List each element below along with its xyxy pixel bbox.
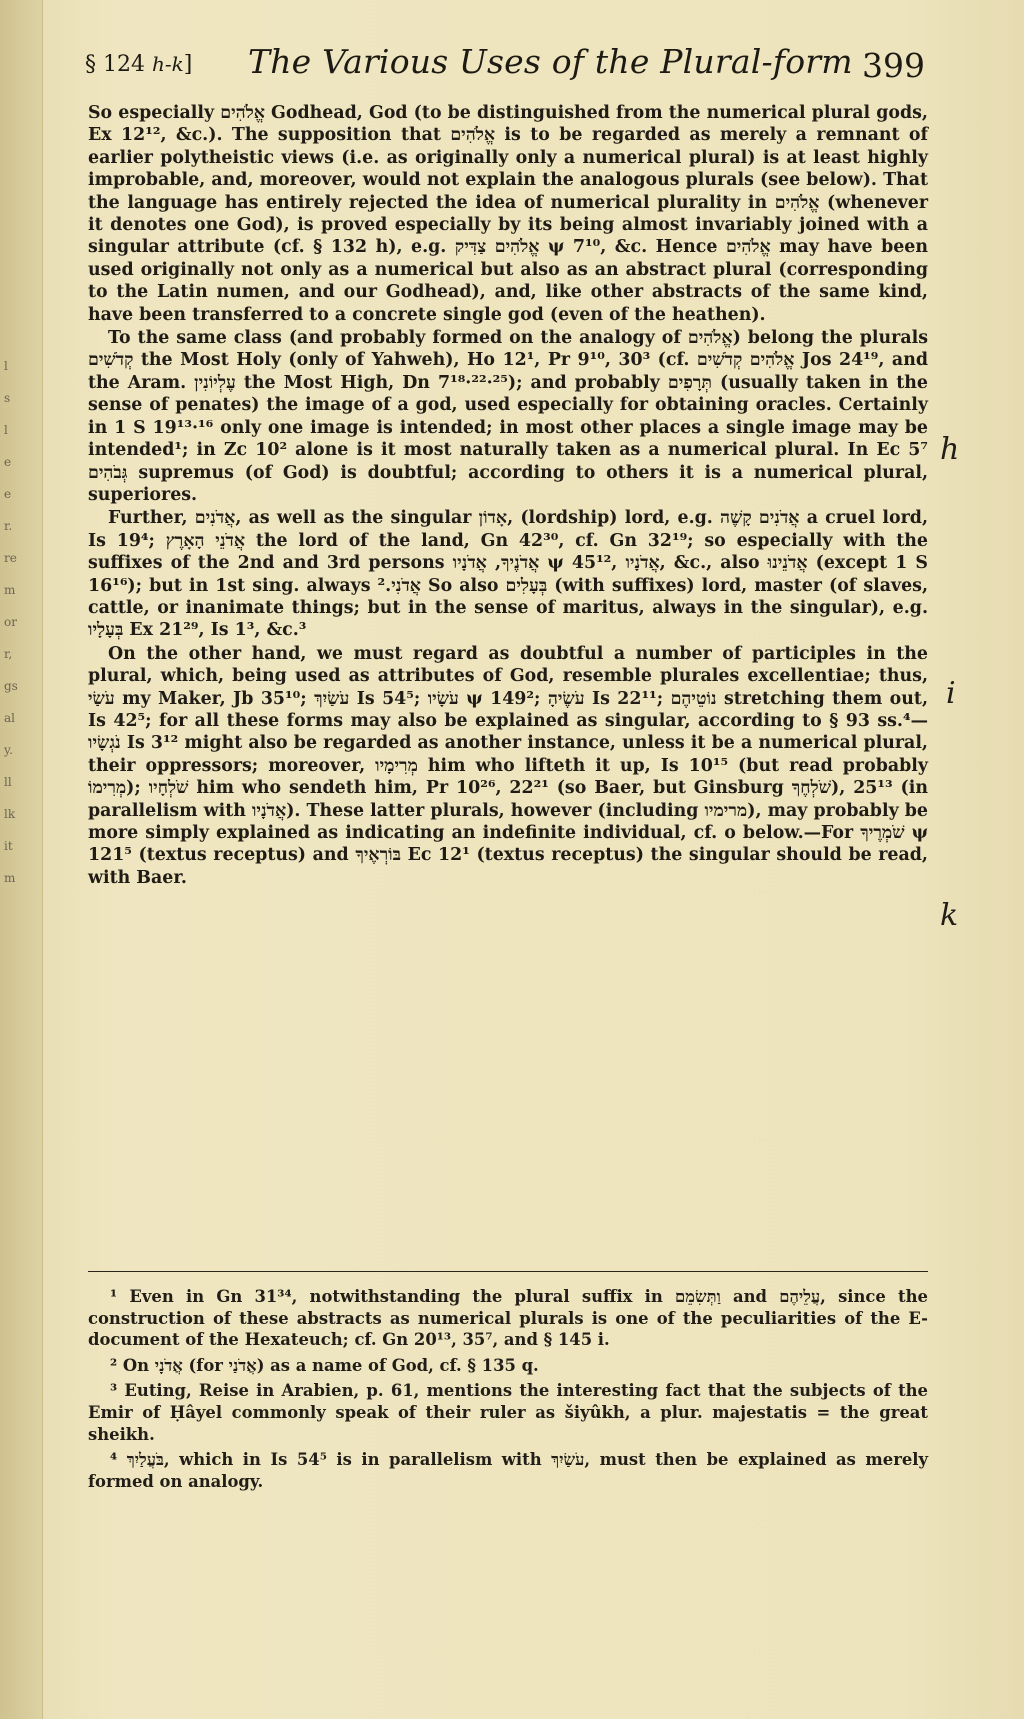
gutter-mark: gs [4, 679, 18, 693]
footnote-3: ³ Euting, Reise in Arabien, p. 61, mentions the interesting fact that the subjects of the Emir of Ḥâyel commonly speak of their ruler as šiyûkh, a plur. majestatis = the great sheikh. [88, 1381, 928, 1444]
paragraph-h: To the same class (and probably formed on the analogy of אֱלֹהִים) belong the plurals קְדֹשִׁים the Most Holy (only of Yahweh), Ho 12¹, Pr 9¹⁰, 30³ (cf. אֱלֹהִים קְדֹשִׁים Jos 24¹⁹, and the Aram. עֶלְיוֹנִין the Most High, Dn 7¹⁸·²²·²⁵); and probably תְּרָפִים (usually taken in the sense of penates) the image of a god, used especially for obtaining oracles. Certainly in 1 S 19¹³·¹⁶ only one image is intended; in most other places a single image may be intended¹; in Zc 10² alone is it most naturally taken as a numerical plural. In Ec 5⁷ גְּבֹהִים supremus (of God) is doubtful; according to others it is a numerical plural, superiores. [88, 328, 929, 505]
gutter-mark: s [4, 391, 11, 405]
paragraph-i: Further, אֲדֹנִים, as well as the singular אָדוֹן, (lordship) lord, e.g. אֲדֹנִים קָשֶׁה a cruel lord, Is 19⁴; אֲדֹנֵי הָאָרֶץ the lord of the land, Gn 42³⁰, cf. Gn 32¹⁹; so especially with the suffixes of the 2nd and 3rd persons אֲדֹנֶיךָ, אֲדֹנָיו ψ 45¹², אֲדֹנָיו, &c., also אֲדֹנֵינוּ (except 1 S 16¹⁶); but in 1st sing. always אֲדֹנִי.² So also בְּעָלִים (with suffixes) lord, master (of slaves, cattle, or inanimate things; but in the sense of maritus, always in the singular), e.g. בְּעָלָיו Ex 21²⁹, Is 1³, &c.³ [88, 508, 929, 641]
main-text [88, 102, 928, 889]
page-title: The Various Uses of the Plural-form [248, 42, 853, 81]
gutter-mark: e [4, 455, 12, 469]
gutter-mark: r, [4, 647, 13, 661]
gutter-mark: l [4, 423, 8, 437]
gutter-mark: l [4, 359, 8, 373]
gutter-mark: or [4, 615, 17, 629]
footnote-rule [88, 1271, 928, 1272]
page-number: 399 [862, 46, 925, 85]
margin-letter-k: k [940, 898, 959, 933]
section-reference: § 124 h-k] [85, 52, 193, 77]
footnote-2: ² On אֲדֹנָי (for אֲדֹנַי) as a name of God, cf. § 135 q. [110, 1355, 539, 1375]
paragraph-k: On the other hand, we must regard as doubtful a number of participles in the plural, which, being used as attributes of God, resemble plurales excellentiae; thus, עֹשַׂי my Maker, Jb 35¹⁰; עֹשַׂיִךְ Is 54⁵; עֹשָׂיו ψ 149²; עֹשֶׂיהָ Is 22¹¹; נוֹטֵיהֶם stretching them out, Is 42⁵; for all these forms may also be explained as singular, according to § 93 ss.⁴—נֹגְשָׂיו Is 3¹² might also be regarded as another instance, unless it be a numerical plural, their oppressors; moreover, מְרִימָיו him who lifteth it up, Is 10¹⁵ (but read probably מְרִימוֹ); שֹׁלְחָיו him who sendeth him, Pr 10²⁶, 22²¹ (so Baer, but Ginsburg שֹׁלְחֶךָ), 25¹³ (in parallelism with אֲדֹנָיו). These latter plurals, however (including מרימיו), may probably be more simply explained as indicating an indefinite individual, cf. o below.—For שֹׁמְרֶיךָ ψ 121⁵ (textus receptus) and בּוֹרְאֶיךָ Ec 12¹ (textus receptus) the singular should be read, with Baer. [88, 643, 929, 888]
margin-letter-i: i [946, 676, 956, 711]
margin-letter-h: h [940, 432, 960, 467]
section-ref: § 124 [85, 52, 145, 77]
gutter-mark: lk [4, 807, 16, 821]
footnotes [88, 1286, 928, 1496]
page-gutter [0, 0, 43, 1719]
gutter-mark: ll [4, 775, 12, 789]
gutter-mark: e [4, 487, 12, 501]
running-header [85, 42, 933, 88]
paragraph-g: So especially אֱלֹהִים Godhead, God (to be distinguished from the numerical plural gods, Ex 12¹², &c.). The supposition that אֱלֹהִים is to be regarded as merely a remnant of earlier polytheistic views (i.e. as originally only a numerical plural) is at least highly improbable, and, moreover, would not explain the analogous plurals (see below). That the language has entirely rejected the idea of numerical plurality in אֱלֹהִים (whenever it denotes one God), is proved especially by its being almost invariably joined with a singular attribute (cf. § 132 h), e.g. אֱלֹהִים צַדִּיק ψ 7¹⁰, &c. Hence אֱלֹהִים may have been used originally not only as a numerical but also as an abstract plural (corresponding to the Latin numen, and our Godhead), and, like other abstracts of the same kind, have been transferred to a concrete single god (even of the heathen). [88, 103, 929, 325]
gutter-mark: al [4, 711, 15, 725]
gutter-mark: r. [4, 519, 13, 533]
footnote-4: ⁴ בֹּעֲלַיִךְ, which in Is 54⁵ is in parallelism with עֹשַׂיִךְ, must then be explained as merely formed on analogy. [88, 1450, 929, 1491]
gutter-mark: it [4, 839, 13, 853]
gutter-mark: m [4, 583, 16, 597]
gutter-mark: re [4, 551, 17, 565]
gutter-mark: y. [4, 743, 13, 757]
section-letters: h-k [151, 52, 184, 76]
gutter-mark: m [4, 871, 16, 885]
gutter-marks [4, 360, 34, 904]
footnote-1: ¹ Even in Gn 31³⁴, notwithstanding the plural suffix in וַתְּשִׂמֵם and עֲלֵיהֶם, since the construction of these abstracts as numerical plurals is one of the peculiarities of the E-document of the Hexateuch; cf. Gn 20¹³, 35⁷, and § 145 i. [88, 1287, 928, 1350]
